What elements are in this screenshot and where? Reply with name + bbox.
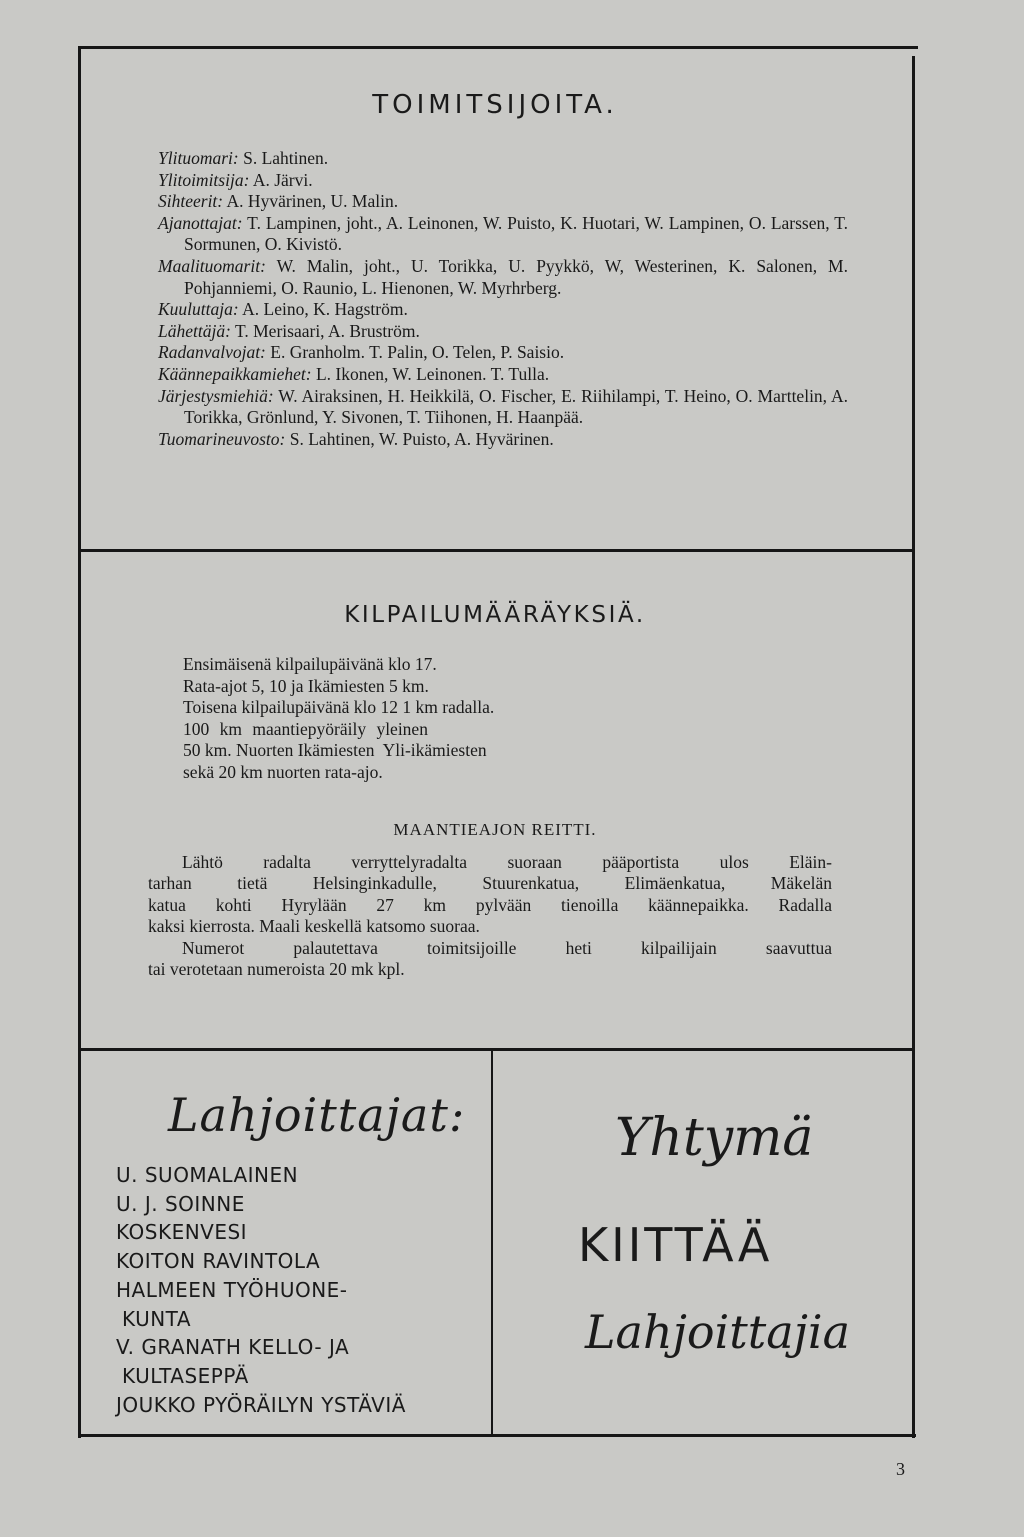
route-description [148, 852, 832, 980]
route-line: tarhan tietä Helsinginkadulle, Stuurenkatua, Elimäenkatua, Mäkelän [148, 873, 832, 894]
rule-line: 50 km. Nuorten Ikämiesten Yli-ikämiesten [183, 740, 487, 760]
donor-item: U. SUOMALAINEN [116, 1163, 299, 1187]
donor-item: KULTASEPPÄ [122, 1363, 249, 1388]
official-entry: Lähettäjä: T. Merisaari, A. Bruström. [158, 320, 420, 341]
official-entry: Maalituomarit: W. Malin, joht., U. Torikka, U. Pyykkö, W, Westerinen, K. Salonen, M. Pohjanniemi, O. Raunio, L. Hienonen, W. Myrhrberg. [158, 255, 848, 298]
union-name: Yhtymä [615, 1108, 814, 1168]
donor-item: KOITON RAVINTOLA [116, 1249, 321, 1274]
donors-heading: Lahjoittajat: [168, 1088, 466, 1142]
donors-word: Lahjoittajia [585, 1305, 851, 1359]
thanks-word: KIITTÄÄ [578, 1218, 773, 1272]
rules-list [183, 654, 643, 783]
official-entry: Radanvalvojat: E. Granholm. T. Palin, O. Telen, P. Saisio. [158, 342, 565, 363]
rule-line: sekä 20 km nuorten rata-ajo. [183, 761, 383, 782]
donor-item: V. GRANATH KELLO- JA [116, 1335, 350, 1360]
rule-line: Toisena kilpailupäivänä klo 12 1 km radalla. [183, 697, 495, 717]
officials-list [158, 148, 848, 450]
donor-item: KUNTA [122, 1306, 192, 1331]
donor-item: KOSKENVESI [116, 1220, 248, 1245]
rule-line: 100 km maantiepyöräily yleinen [183, 718, 428, 739]
official-entry: Järjestysmiehiä: W. Airaksinen, H. Heikkilä, O. Fischer, E. Riihilampi, T. Heino, O. Marttelin, A. Torikka, Grönlund, Y. Sivonen, T. Tiihonen, H. Haanpää. [158, 385, 849, 428]
rule-line: Rata-ajot 5, 10 ja Ikämiesten 5 km. [183, 675, 429, 696]
donor-item: JOUKKO PYÖRÄILYN YSTÄVIÄ [116, 1392, 406, 1417]
official-entry: Sihteerit: A. Hyvärinen, U. Malin. [158, 191, 399, 212]
officials-title: TOIMITSIJOITA. [372, 90, 618, 120]
route-line: tai verotetaan numeroista 20 mk kpl. [148, 959, 405, 980]
official-entry: Kuuluttaja: A. Leino, K. Hagström. [158, 299, 408, 320]
route-line: Numerot palautettava toimitsijoille heti kilpailijain saavuttua [182, 937, 832, 958]
rules-title: KILPAILUMÄÄRÄYKSIÄ. [344, 602, 646, 628]
donors-list [116, 1161, 486, 1419]
top-border [78, 46, 918, 49]
route-line: Lähtö radalta verryttelyradalta suoraan pääportista ulos Eläin- [182, 852, 832, 872]
official-entry: Ajanottajat: T. Lampinen, joht., A. Leinonen, W. Puisto, K. Huotari, W. Lampinen, O. Larssen, T. Sormunen, O. Kivistö. [158, 212, 848, 255]
right-border [912, 56, 915, 1438]
column-divider [491, 1048, 493, 1434]
donor-item: HALMEEN TYÖHUONE- [116, 1277, 348, 1302]
bottom-border [78, 1434, 916, 1437]
rule-line: Ensimäisenä kilpailupäivänä klo 17. [183, 654, 437, 674]
route-line: kaksi kierrosta. Maali keskellä katsomo suoraa. [148, 916, 480, 937]
section-divider-1 [78, 549, 912, 552]
page-number: 3 [896, 1459, 905, 1479]
left-border [78, 46, 81, 1438]
official-entry: Käännepaikkamiehet: L. Ikonen, W. Leinonen. T. Tulla. [158, 363, 550, 384]
official-entry: Ylituomari: S. Lahtinen. [158, 148, 329, 168]
route-line: katua kohti Hyrylään 27 km pylvään tienoilla käännepaikka. Radalla [148, 894, 832, 915]
section-divider-2 [78, 1048, 912, 1051]
official-entry: Tuomarineuvosto: S. Lahtinen, W. Puisto, A. Hyvärinen. [158, 428, 554, 449]
route-heading: MAANTIEAJON REITTI. [393, 820, 597, 839]
donor-item: U. J. SOINNE [116, 1191, 245, 1216]
official-entry: Ylitoimitsija: A. Järvi. [158, 169, 313, 190]
